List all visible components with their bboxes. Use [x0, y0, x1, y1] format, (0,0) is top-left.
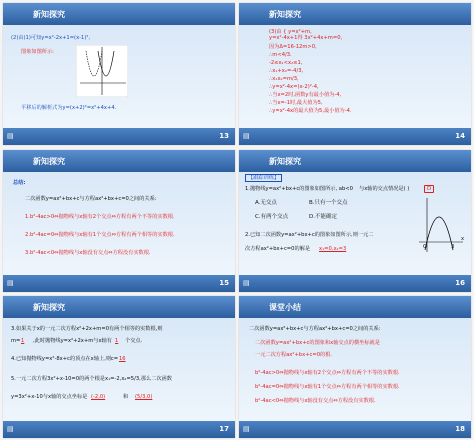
slide-title: 新知探究: [269, 157, 301, 166]
text-line: 图象如图所示:: [21, 49, 54, 55]
option-d: D.不能确定: [309, 214, 337, 220]
text-line: ∴m<4/3.: [269, 52, 292, 58]
summary-label: 总结:: [13, 180, 26, 186]
answer-c: 16: [119, 356, 126, 362]
slide-footer: [3, 421, 235, 438]
text-line: ∴当x=2时,函数y有最小值为-4,: [269, 92, 342, 98]
slide-number: 13: [219, 132, 229, 140]
text-line: ∴y=x²-4x的最大值为5,最小值为-4.: [269, 108, 352, 114]
axis-tick-3: 3: [451, 244, 455, 250]
text-line: ,此时抛物线y=x²+2x+m与x轴有: [33, 338, 112, 344]
slide-header: [3, 150, 235, 172]
pdf-icon: ▤: [243, 132, 250, 140]
pdf-icon: ▤: [243, 425, 250, 433]
pdf-icon: ▤: [243, 279, 250, 287]
text-line: 平移后的解析式为y=(x+2)²=x²+4x+4.: [21, 105, 117, 111]
axis-origin: O: [423, 244, 428, 250]
text-line: y=x²-4x+1得 3x²+4x+m=0,: [269, 35, 343, 41]
text-line: b²-4ac<0⇔抛物线与x轴没有交点⇔方程没有实数根.: [255, 398, 376, 404]
text-line: 和: [123, 394, 129, 400]
text-line: ∴x₁x₂=m/3,: [269, 76, 299, 82]
slide-body: [239, 318, 471, 421]
answer-1: D: [424, 185, 434, 193]
slide-title: 新知探究: [33, 303, 65, 312]
text-line: 二次函数y=ax²+bx+c与方程ax²+bx+c=0之间的关系:: [249, 326, 381, 332]
slide-body: [3, 318, 235, 421]
answer-m: 1: [21, 338, 25, 344]
text-line: 3.b²-4ac<0⇔抛物线与x轴没有交点⇔方程没有实数根.: [25, 250, 151, 256]
answer-count: 1: [115, 338, 119, 344]
text-line: -2≤x₁<x₂≤1,: [269, 60, 303, 66]
slide-number: 16: [455, 279, 465, 287]
slide-header: [3, 3, 235, 25]
axis-x-label: x: [461, 236, 465, 242]
parabola-graph: [76, 45, 128, 97]
slide-17[interactable]: [3, 296, 235, 438]
slide-body: [239, 172, 471, 275]
text-line: 2.b²-4ac=0⇔抛物线与x轴有1个交点⇔方程有两个相等的实数根.: [25, 232, 175, 238]
text-line: ∴x₁+x₂=-4/3,: [269, 68, 304, 74]
text-line: 3.如果关于x的一元二次方程x²+2x+m=0有两个相等的实数根,则: [11, 326, 163, 332]
text-line: y=3x²+x-10与x轴的交点坐标是: [11, 394, 88, 400]
question-1: 1.抛物线y=ax²+bx+c的图象如图所示, ab<0: [245, 186, 353, 192]
slide-title: 新知探究: [269, 10, 301, 19]
pdf-icon: ▤: [7, 279, 14, 287]
text-line: 5.一元二次方程3x²+x-10=0的两个根是x₁=-2,x₂=5/3,那么二次函数: [11, 376, 172, 382]
slide-15[interactable]: [3, 150, 235, 292]
pdf-icon: ▤: [7, 425, 14, 433]
pdf-icon: ▤: [7, 132, 14, 140]
text-line: 个交点.: [125, 338, 143, 344]
slide-title: 课堂小结: [269, 303, 301, 312]
text-line: (3)由 { y=x²+m,: [269, 29, 312, 35]
slide-13[interactable]: [3, 3, 235, 145]
slide-footer: [239, 421, 471, 438]
option-b: B.只有一个交点: [309, 200, 348, 206]
slide-header: [239, 296, 471, 318]
answer-2: x₁=0,x₂=3: [319, 246, 347, 252]
slide-body: [239, 25, 471, 128]
slide-header: [3, 296, 235, 318]
slide-body: [3, 25, 235, 128]
question-1-tail: 与x轴的交点情况是( ): [359, 186, 410, 192]
slide-16[interactable]: [239, 150, 471, 292]
slide-title: 新知探究: [33, 10, 65, 19]
text-line: 二次函数y=ax²+bx+c与方程ax²+bx+c=0之间的关系:: [25, 196, 157, 202]
slide-number: 18: [455, 425, 465, 433]
option-c: C.有两个交点: [255, 214, 289, 220]
slide-number: 15: [219, 279, 229, 287]
text-line: 因为Δ=16-12m>0,: [269, 44, 317, 50]
slide-header: [239, 150, 471, 172]
slide-footer: [3, 128, 235, 145]
slide-footer: [239, 275, 471, 292]
text-line: 二次函数y=ax²+bx+c的图象和x轴交点的横坐标就是: [255, 340, 380, 346]
text-line: (2)由(1)可知y=x²-2x+1=(x-1)²,: [11, 35, 91, 41]
slide-title: 新知探究: [33, 157, 65, 166]
slide-body: [3, 172, 235, 275]
text-line: 4.已知抛物线y=x²-8x+c的顶点在x轴上,则c=: [11, 356, 119, 362]
text-line: ∴当x=-1时,最大值为5,: [269, 100, 323, 106]
answer-point-2: (5/3,0): [135, 394, 153, 400]
question-2: 2.已知二次函数y=ax²+bx+c的图象如图所示,则一元二: [245, 232, 374, 238]
text-line: ∴y=x²-4x=(x-2)²-4,: [269, 84, 319, 90]
text-line: 1.b²-4ac>0⇔抛物线与x轴有2个交点⇔方程有两个不等的实数根.: [25, 214, 175, 220]
text-line: b²-4ac>0⇔抛物线与x轴有2个交点⇔方程有两个不等的实数根.: [255, 370, 400, 376]
practice-tag: 【跟踪训练】: [245, 174, 282, 182]
slide-14[interactable]: [239, 3, 471, 145]
slide-footer: [3, 275, 235, 292]
slide-footer: [239, 128, 471, 145]
text-line: m=: [11, 338, 21, 344]
text-line: 一元二次方程ax²+bx+c=0的根.: [255, 352, 333, 358]
option-a: A.无交点: [255, 200, 277, 206]
answer-point-1: (-2,0): [91, 394, 106, 400]
slide-header: [239, 3, 471, 25]
slide-number: 14: [455, 132, 465, 140]
slide-number: 17: [219, 425, 229, 433]
slide-18[interactable]: [239, 296, 471, 438]
question-2-tail: 次方程ax²+bx+c=0的解是: [245, 246, 311, 252]
text-line: b²-4ac=0⇔抛物线与x轴有1个交点⇔方程有两个相等的实数根.: [255, 384, 400, 390]
